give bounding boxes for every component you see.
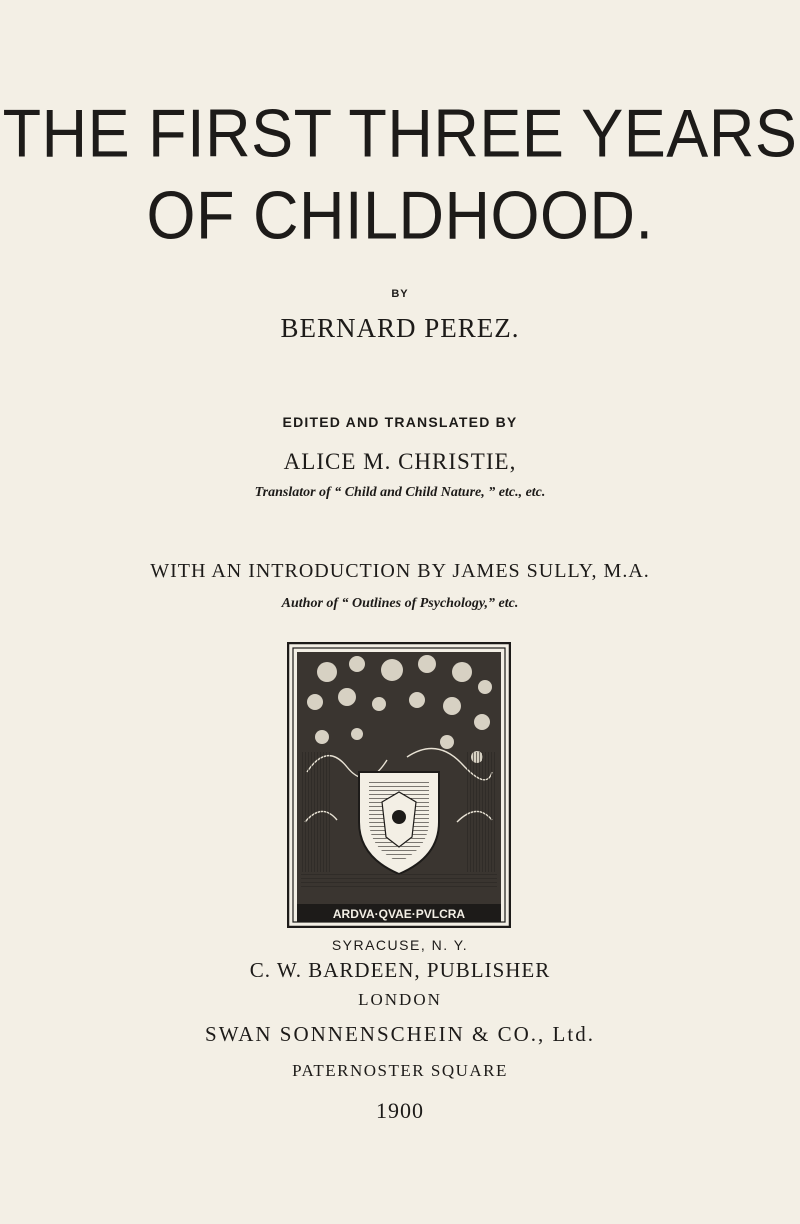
introduction-line: WITH AN INTRODUCTION BY JAMES SULLY, M.A.	[150, 560, 650, 582]
printers-device-emblem	[287, 642, 511, 928]
translator-name: ALICE M. CHRISTIE,	[283, 449, 517, 474]
publisher-line: C. W. BARDEEN, PUBLISHER	[249, 958, 551, 982]
book-title-line-1: THE FIRST THREE YEARS	[2, 96, 798, 172]
author-name: BERNARD PEREZ.	[280, 313, 520, 343]
by-label: BY	[391, 288, 409, 300]
publisher-address: PATERNOSTER SQUARE	[292, 1061, 508, 1080]
london-publisher-line: SWAN SONNENSCHEIN & CO., Ltd.	[205, 1022, 595, 1046]
edited-translated-label: EDITED AND TRANSLATED BY	[282, 414, 518, 430]
introduction-credit: Author of “ Outlines of Psychology,” etc.	[281, 596, 519, 611]
device-motto: ARDVA·QVAE·PVLCRA	[332, 907, 466, 921]
book-title-line-2: OF CHILDHOOD.	[146, 178, 654, 254]
publication-year: 1900	[376, 1098, 424, 1123]
london-label: LONDON	[358, 990, 442, 1009]
publication-place: SYRACUSE, N. Y.	[331, 937, 469, 953]
translator-credit: Translator of “ Child and Child Nature, ” etc., etc.	[254, 485, 546, 500]
